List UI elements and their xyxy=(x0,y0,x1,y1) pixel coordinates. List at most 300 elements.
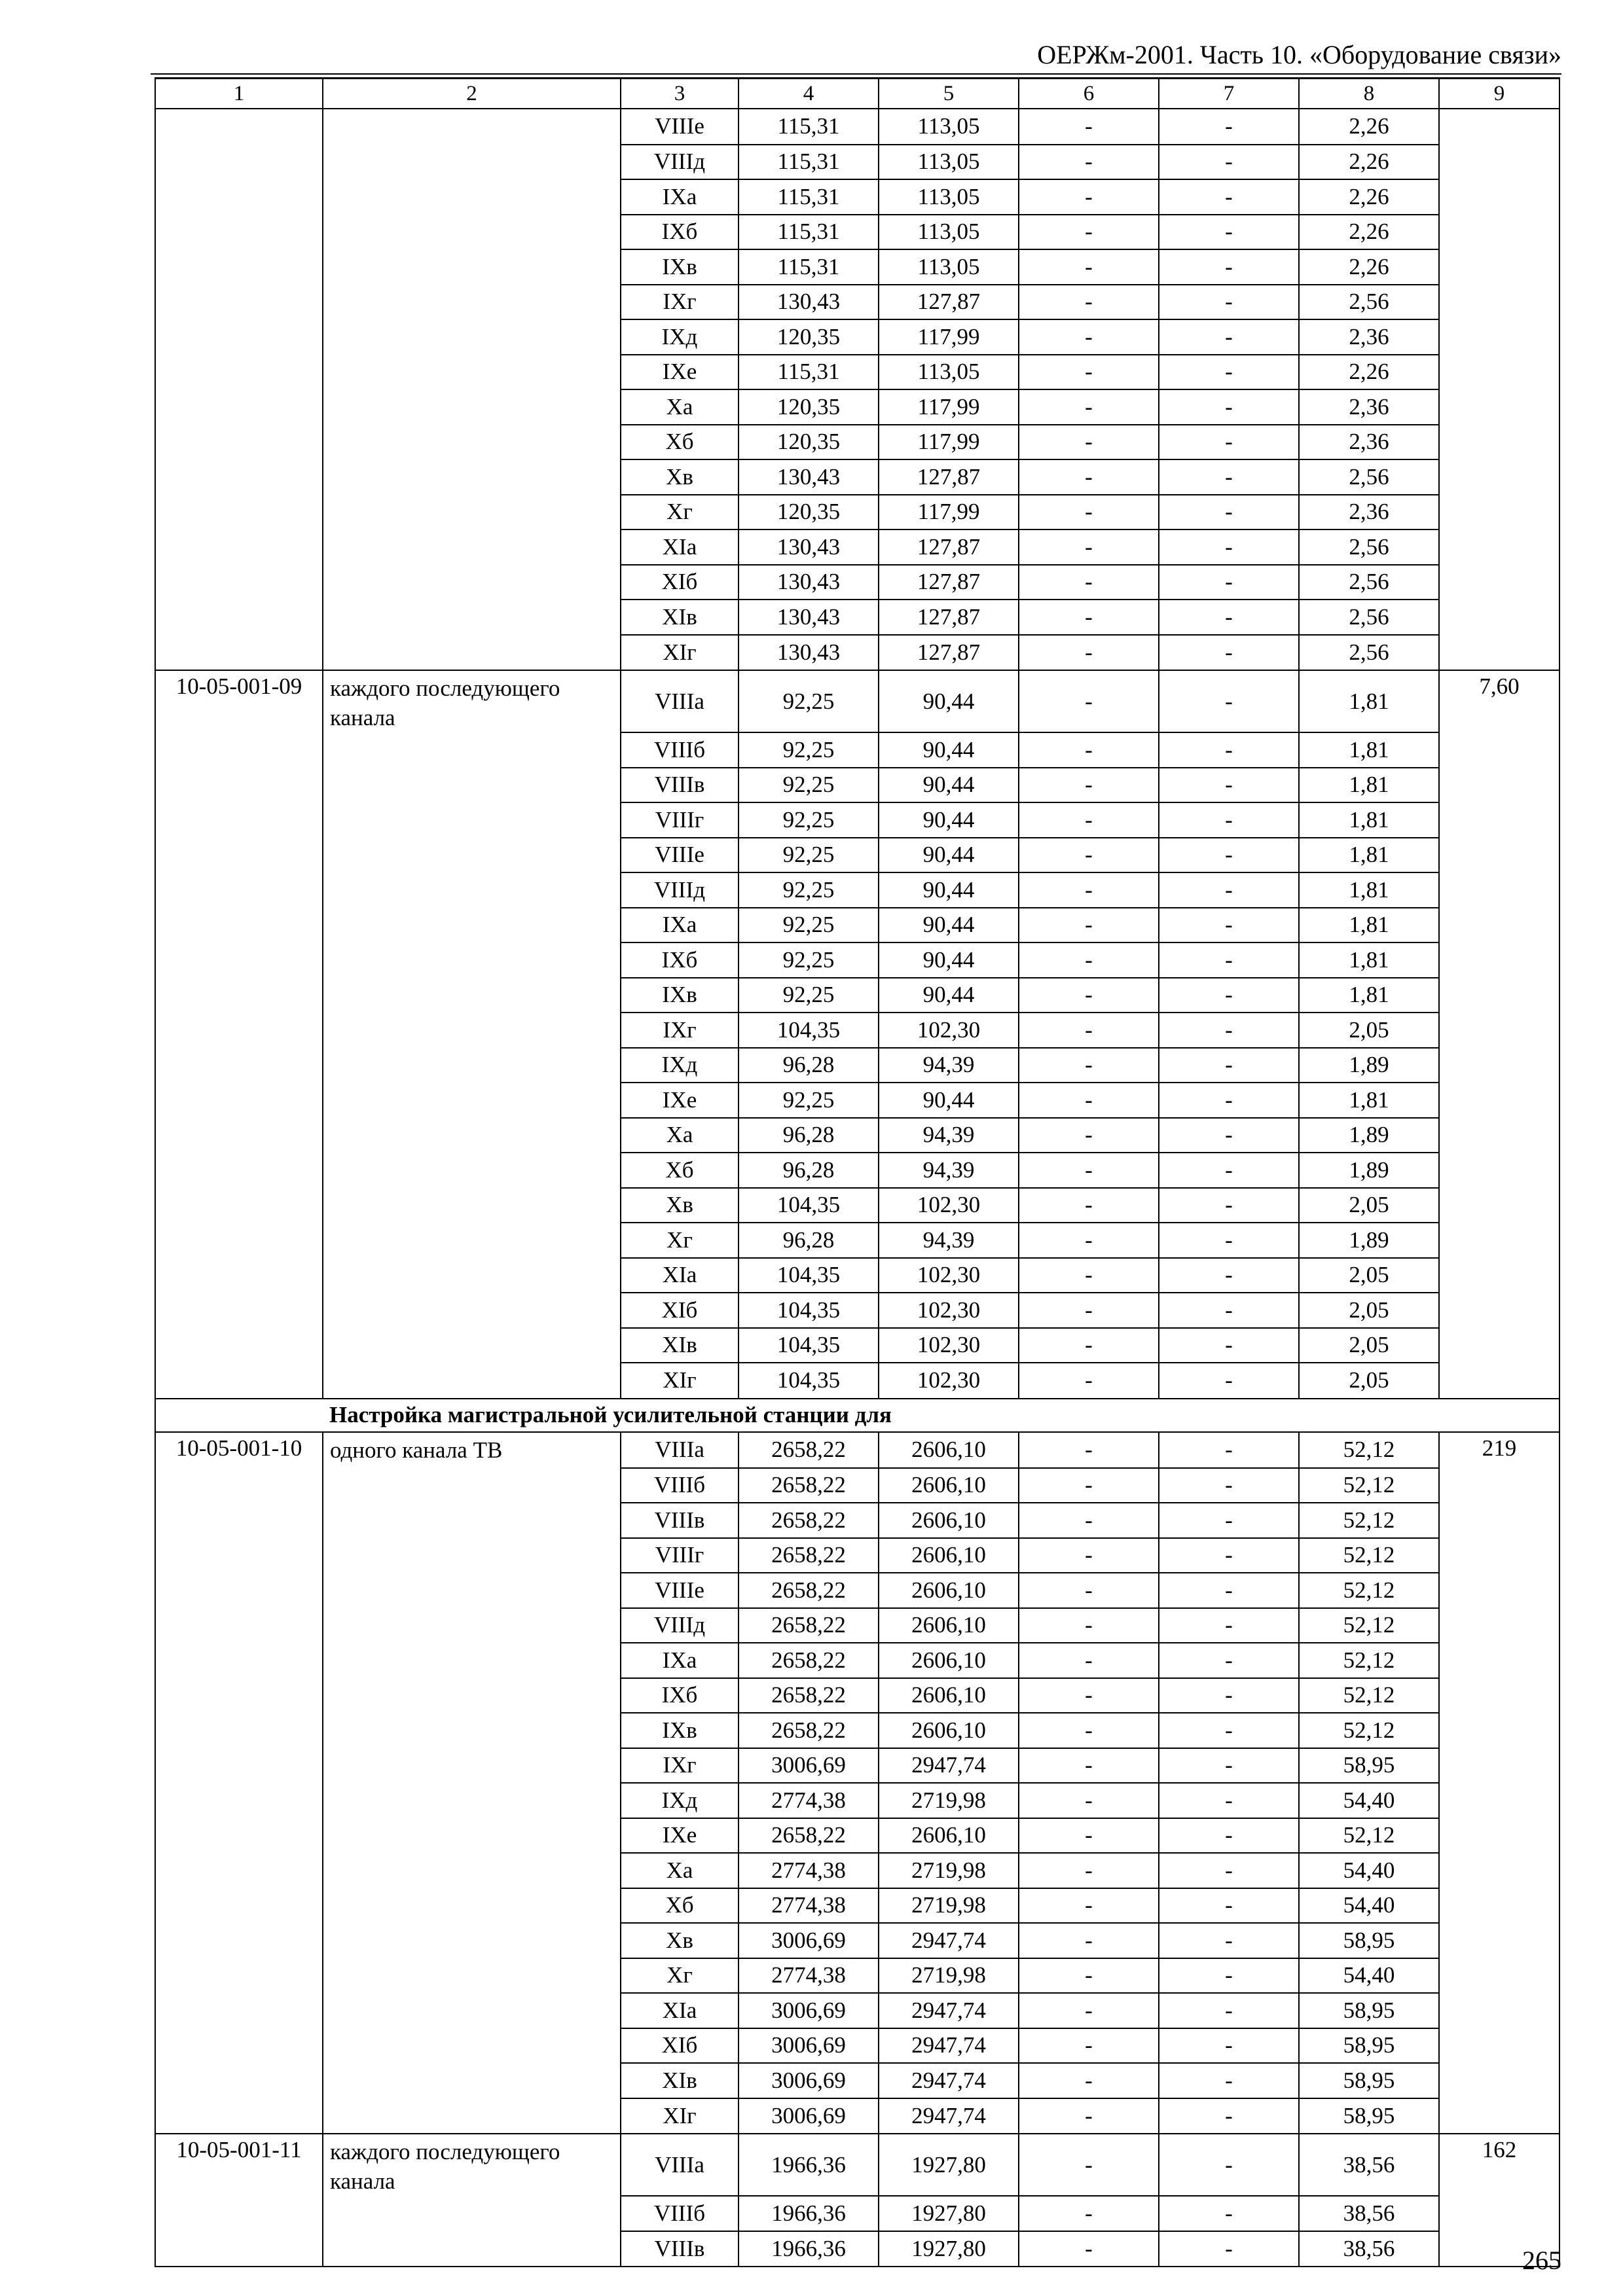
workers-wages-cell: 117,99 xyxy=(879,425,1019,460)
rate-class-cell: Xа xyxy=(621,1853,739,1888)
table-row xyxy=(155,1328,1559,1363)
code-cell xyxy=(155,838,323,873)
code-cell xyxy=(155,1118,323,1153)
materials-cell: 2,05 xyxy=(1299,1363,1439,1399)
name-cell xyxy=(323,2098,621,2134)
machine-costs-cell: - xyxy=(1019,565,1159,600)
col9-cell xyxy=(1439,2028,1559,2064)
workers-wages-cell: 113,05 xyxy=(879,145,1019,180)
name-cell xyxy=(323,1258,621,1293)
rate-class-cell: IXе xyxy=(621,355,739,390)
code-cell xyxy=(155,2196,323,2231)
materials-cell: 58,95 xyxy=(1299,2063,1439,2098)
code-cell xyxy=(155,1853,323,1888)
name-cell xyxy=(323,355,621,390)
direct-costs-cell: 130,43 xyxy=(739,285,879,320)
col9-cell xyxy=(1439,249,1559,285)
col9-cell xyxy=(1439,565,1559,600)
workers-wages-cell: 2719,98 xyxy=(879,1783,1019,1818)
direct-costs-cell: 2658,22 xyxy=(739,1608,879,1643)
workers-wages-cell: 90,44 xyxy=(879,838,1019,873)
table-row xyxy=(155,215,1559,250)
materials-cell: 2,36 xyxy=(1299,495,1439,530)
name-cell xyxy=(323,978,621,1013)
rate-class-cell: VIIIе xyxy=(621,1573,739,1608)
code-cell xyxy=(155,249,323,285)
workers-wages-cell: 2606,10 xyxy=(879,1503,1019,1538)
machinist-wages-cell: - xyxy=(1159,1432,1299,1468)
machinist-wages-cell: - xyxy=(1159,1188,1299,1223)
machine-costs-cell: - xyxy=(1019,1503,1159,1538)
table-row xyxy=(155,670,1559,732)
direct-costs-cell: 1966,36 xyxy=(739,2134,879,2196)
machine-costs-cell: - xyxy=(1019,978,1159,1013)
machinist-wages-cell: - xyxy=(1159,179,1299,215)
direct-costs-cell: 115,31 xyxy=(739,215,879,250)
machine-costs-cell: - xyxy=(1019,249,1159,285)
machinist-wages-cell: - xyxy=(1159,2231,1299,2267)
direct-costs-cell: 96,28 xyxy=(739,1118,879,1153)
rate-class-cell: Xа xyxy=(621,1118,739,1153)
machinist-wages-cell: - xyxy=(1159,1608,1299,1643)
machine-costs-cell: - xyxy=(1019,635,1159,671)
col9-cell xyxy=(1439,1468,1559,1503)
direct-costs-cell: 130,43 xyxy=(739,565,879,600)
code-cell xyxy=(155,1503,323,1538)
name-cell xyxy=(323,425,621,460)
col9-cell xyxy=(1439,355,1559,390)
direct-costs-cell: 2658,22 xyxy=(739,1678,879,1713)
rate-class-cell: Xв xyxy=(621,459,739,495)
name-cell xyxy=(323,2028,621,2064)
materials-cell: 1,81 xyxy=(1299,670,1439,732)
code-cell xyxy=(155,1783,323,1818)
machine-costs-cell: - xyxy=(1019,425,1159,460)
code-cell xyxy=(155,1153,323,1188)
materials-cell: 2,36 xyxy=(1299,389,1439,425)
direct-costs-cell: 92,25 xyxy=(739,1083,879,1118)
code-cell xyxy=(155,1748,323,1784)
rate-class-cell: IXг xyxy=(621,1013,739,1048)
name-cell xyxy=(323,179,621,215)
machine-costs-cell: - xyxy=(1019,1153,1159,1188)
direct-costs-cell: 2658,22 xyxy=(739,1503,879,1538)
materials-cell: 2,05 xyxy=(1299,1188,1439,1223)
column-number: 4 xyxy=(739,79,879,109)
direct-costs-cell: 2658,22 xyxy=(739,1468,879,1503)
table-row xyxy=(155,908,1559,943)
workers-wages-cell: 90,44 xyxy=(879,768,1019,803)
col9-cell xyxy=(1439,529,1559,565)
workers-wages-cell: 117,99 xyxy=(879,319,1019,355)
machine-costs-cell: - xyxy=(1019,732,1159,768)
name-cell xyxy=(323,215,621,250)
materials-cell: 54,40 xyxy=(1299,1888,1439,1924)
rate-class-cell: Xб xyxy=(621,1888,739,1924)
direct-costs-cell: 104,35 xyxy=(739,1363,879,1399)
code-cell xyxy=(155,459,323,495)
direct-costs-cell: 3006,69 xyxy=(739,2063,879,2098)
col9-cell: 219 xyxy=(1439,1432,1559,1468)
col9-cell xyxy=(1439,802,1559,838)
workers-wages-cell: 117,99 xyxy=(879,495,1019,530)
rate-class-cell: Xг xyxy=(621,1958,739,1994)
col9-cell xyxy=(1439,1958,1559,1994)
col9-cell xyxy=(1439,1888,1559,1924)
workers-wages-cell: 2947,74 xyxy=(879,2028,1019,2064)
machinist-wages-cell: - xyxy=(1159,1363,1299,1399)
direct-costs-cell: 2774,38 xyxy=(739,1888,879,1924)
machine-costs-cell: - xyxy=(1019,1538,1159,1573)
rate-class-cell: XIб xyxy=(621,2028,739,2064)
name-cell xyxy=(323,1958,621,1994)
machine-costs-cell: - xyxy=(1019,1713,1159,1748)
rate-class-cell: IXе xyxy=(621,1083,739,1118)
machinist-wages-cell: - xyxy=(1159,1993,1299,2028)
rate-class-cell: VIIIв xyxy=(621,2231,739,2267)
code-cell xyxy=(155,1083,323,1118)
code-cell xyxy=(155,635,323,671)
direct-costs-cell: 3006,69 xyxy=(739,1993,879,2028)
col9-cell xyxy=(1439,1643,1559,1678)
name-cell xyxy=(323,565,621,600)
rates-table xyxy=(155,77,1560,2267)
code-cell xyxy=(155,802,323,838)
name-cell xyxy=(323,1783,621,1818)
machinist-wages-cell: - xyxy=(1159,670,1299,732)
name-cell xyxy=(323,2196,621,2231)
materials-cell: 2,56 xyxy=(1299,565,1439,600)
table-row xyxy=(155,495,1559,530)
workers-wages-cell: 102,30 xyxy=(879,1363,1019,1399)
rate-class-cell: IXб xyxy=(621,942,739,978)
machine-costs-cell: - xyxy=(1019,802,1159,838)
workers-wages-cell: 2606,10 xyxy=(879,1713,1019,1748)
machinist-wages-cell: - xyxy=(1159,2134,1299,2196)
table-row xyxy=(155,1432,1559,1468)
table-row xyxy=(155,389,1559,425)
machine-costs-cell: - xyxy=(1019,215,1159,250)
direct-costs-cell: 3006,69 xyxy=(739,1748,879,1784)
name-cell xyxy=(323,1993,621,2028)
materials-cell: 2,26 xyxy=(1299,355,1439,390)
table-row xyxy=(155,732,1559,768)
machine-costs-cell: - xyxy=(1019,1573,1159,1608)
code-cell: 10-05-001-09 xyxy=(155,670,323,732)
table-row xyxy=(155,1958,1559,1994)
machinist-wages-cell: - xyxy=(1159,1258,1299,1293)
table-row xyxy=(155,319,1559,355)
code-cell xyxy=(155,1468,323,1503)
materials-cell: 52,12 xyxy=(1299,1468,1439,1503)
machine-costs-cell: - xyxy=(1019,389,1159,425)
code-cell xyxy=(155,109,323,145)
machine-costs-cell: - xyxy=(1019,1993,1159,2028)
col9-cell xyxy=(1439,1853,1559,1888)
machine-costs-cell: - xyxy=(1019,1783,1159,1818)
rate-class-cell: IXв xyxy=(621,1713,739,1748)
col9-cell xyxy=(1439,425,1559,460)
col9-cell xyxy=(1439,109,1559,145)
machine-costs-cell: - xyxy=(1019,109,1159,145)
machine-costs-cell: - xyxy=(1019,1258,1159,1293)
machine-costs-cell: - xyxy=(1019,670,1159,732)
code-cell xyxy=(155,1328,323,1363)
direct-costs-cell: 130,43 xyxy=(739,600,879,635)
machinist-wages-cell: - xyxy=(1159,1958,1299,1994)
table-row xyxy=(155,2196,1559,2231)
code-cell xyxy=(155,1048,323,1083)
rate-class-cell: VIIIг xyxy=(621,802,739,838)
code-cell xyxy=(155,1538,323,1573)
machine-costs-cell: - xyxy=(1019,2231,1159,2267)
section-heading: Настройка магистральной усилительной станции для xyxy=(323,1399,1559,1433)
machinist-wages-cell: - xyxy=(1159,1468,1299,1503)
materials-cell: 58,95 xyxy=(1299,2098,1439,2134)
rate-class-cell: Xб xyxy=(621,1153,739,1188)
table-row xyxy=(155,355,1559,390)
machine-costs-cell: - xyxy=(1019,1118,1159,1153)
col9-cell xyxy=(1439,1748,1559,1784)
direct-costs-cell: 104,35 xyxy=(739,1188,879,1223)
machinist-wages-cell: - xyxy=(1159,2063,1299,2098)
machine-costs-cell: - xyxy=(1019,1818,1159,1854)
header-rule xyxy=(151,73,1561,75)
direct-costs-cell: 92,25 xyxy=(739,838,879,873)
code-cell xyxy=(155,2098,323,2134)
direct-costs-cell: 130,43 xyxy=(739,635,879,671)
rate-class-cell: VIIIд xyxy=(621,872,739,908)
workers-wages-cell: 90,44 xyxy=(879,670,1019,732)
rate-class-cell: VIIIа xyxy=(621,1432,739,1468)
name-cell xyxy=(323,1923,621,1958)
name-cell xyxy=(323,635,621,671)
direct-costs-cell: 96,28 xyxy=(739,1223,879,1258)
col9-cell xyxy=(1439,600,1559,635)
materials-cell: 1,89 xyxy=(1299,1153,1439,1188)
col9-cell xyxy=(1439,1678,1559,1713)
name-cell xyxy=(323,1503,621,1538)
table-row xyxy=(155,1083,1559,1118)
name-cell xyxy=(323,908,621,943)
table-row xyxy=(155,249,1559,285)
name-cell xyxy=(323,459,621,495)
table-row xyxy=(155,1993,1559,2028)
code-cell xyxy=(155,145,323,180)
materials-cell: 2,36 xyxy=(1299,319,1439,355)
machinist-wages-cell: - xyxy=(1159,635,1299,671)
table-row xyxy=(155,1888,1559,1924)
rate-class-cell: VIIIв xyxy=(621,768,739,803)
name-cell xyxy=(323,319,621,355)
materials-cell: 1,89 xyxy=(1299,1118,1439,1153)
workers-wages-cell: 90,44 xyxy=(879,942,1019,978)
machinist-wages-cell: - xyxy=(1159,109,1299,145)
machinist-wages-cell: - xyxy=(1159,1818,1299,1854)
code-cell xyxy=(155,1888,323,1924)
running-header: ОЕРЖм-2001. Часть 10. «Оборудование связи» xyxy=(1037,40,1561,69)
direct-costs-cell: 104,35 xyxy=(739,1293,879,1328)
materials-cell: 54,40 xyxy=(1299,1958,1439,1994)
col9-cell xyxy=(1439,1993,1559,2028)
table-row xyxy=(155,285,1559,320)
col9-cell xyxy=(1439,635,1559,671)
rate-class-cell: XIг xyxy=(621,635,739,671)
rate-class-cell: VIIIв xyxy=(621,1503,739,1538)
machine-costs-cell: - xyxy=(1019,2028,1159,2064)
materials-cell: 2,26 xyxy=(1299,215,1439,250)
machine-costs-cell: - xyxy=(1019,768,1159,803)
workers-wages-cell: 90,44 xyxy=(879,732,1019,768)
machinist-wages-cell: - xyxy=(1159,389,1299,425)
direct-costs-cell: 115,31 xyxy=(739,179,879,215)
table-row xyxy=(155,1923,1559,1958)
machinist-wages-cell: - xyxy=(1159,872,1299,908)
code-cell xyxy=(155,425,323,460)
rate-class-cell: IXб xyxy=(621,215,739,250)
direct-costs-cell: 2774,38 xyxy=(739,1853,879,1888)
rate-class-cell: IXа xyxy=(621,908,739,943)
machinist-wages-cell: - xyxy=(1159,355,1299,390)
code-cell xyxy=(155,179,323,215)
code-cell xyxy=(155,2231,323,2267)
code-cell xyxy=(155,565,323,600)
code-cell xyxy=(155,908,323,943)
machinist-wages-cell: - xyxy=(1159,942,1299,978)
rate-class-cell: Xа xyxy=(621,389,739,425)
workers-wages-cell: 94,39 xyxy=(879,1048,1019,1083)
materials-cell: 38,56 xyxy=(1299,2134,1439,2196)
machinist-wages-cell: - xyxy=(1159,908,1299,943)
table-row xyxy=(155,1678,1559,1713)
direct-costs-cell: 3006,69 xyxy=(739,2028,879,2064)
column-number-row xyxy=(155,79,1559,109)
rate-class-cell: Xг xyxy=(621,495,739,530)
workers-wages-cell: 1927,80 xyxy=(879,2231,1019,2267)
table-row xyxy=(155,1538,1559,1573)
machinist-wages-cell: - xyxy=(1159,1223,1299,1258)
machinist-wages-cell: - xyxy=(1159,1118,1299,1153)
col9-cell xyxy=(1439,459,1559,495)
machinist-wages-cell: - xyxy=(1159,145,1299,180)
machine-costs-cell: - xyxy=(1019,1188,1159,1223)
machinist-wages-cell: - xyxy=(1159,1538,1299,1573)
name-cell xyxy=(323,1678,621,1713)
col9-cell: 7,60 xyxy=(1439,670,1559,732)
col9-cell: 162 xyxy=(1439,2134,1559,2196)
code-cell xyxy=(155,1923,323,1958)
col9-cell xyxy=(1439,1783,1559,1818)
workers-wages-cell: 94,39 xyxy=(879,1223,1019,1258)
machine-costs-cell: - xyxy=(1019,838,1159,873)
code-cell xyxy=(155,732,323,768)
direct-costs-cell: 96,28 xyxy=(739,1048,879,1083)
col9-cell xyxy=(1439,389,1559,425)
table-row xyxy=(155,1573,1559,1608)
machinist-wages-cell: - xyxy=(1159,1888,1299,1924)
rate-class-cell: XIб xyxy=(621,1293,739,1328)
table-row xyxy=(155,942,1559,978)
direct-costs-cell: 92,25 xyxy=(739,670,879,732)
workers-wages-cell: 2606,10 xyxy=(879,1678,1019,1713)
code-cell xyxy=(155,978,323,1013)
rate-class-cell: VIIIг xyxy=(621,1538,739,1573)
machine-costs-cell: - xyxy=(1019,1643,1159,1678)
direct-costs-cell: 2774,38 xyxy=(739,1958,879,1994)
direct-costs-cell: 92,25 xyxy=(739,978,879,1013)
column-number: 8 xyxy=(1299,79,1439,109)
machine-costs-cell: - xyxy=(1019,1083,1159,1118)
materials-cell: 52,12 xyxy=(1299,1643,1439,1678)
materials-cell: 58,95 xyxy=(1299,1923,1439,1958)
workers-wages-cell: 2719,98 xyxy=(879,1853,1019,1888)
table-row xyxy=(155,768,1559,803)
table-row xyxy=(155,1748,1559,1784)
materials-cell: 52,12 xyxy=(1299,1573,1439,1608)
workers-wages-cell: 127,87 xyxy=(879,565,1019,600)
name-cell xyxy=(323,1468,621,1503)
column-number: 2 xyxy=(323,79,621,109)
code-cell xyxy=(155,529,323,565)
code-cell xyxy=(155,1818,323,1854)
direct-costs-cell: 120,35 xyxy=(739,425,879,460)
workers-wages-cell: 2606,10 xyxy=(879,1573,1019,1608)
col9-cell xyxy=(1439,872,1559,908)
materials-cell: 1,89 xyxy=(1299,1048,1439,1083)
col9-cell xyxy=(1439,1818,1559,1854)
name-cell xyxy=(323,1853,621,1888)
rate-class-cell: VIIIе xyxy=(621,109,739,145)
machinist-wages-cell: - xyxy=(1159,768,1299,803)
direct-costs-cell: 130,43 xyxy=(739,529,879,565)
code-cell xyxy=(155,389,323,425)
machine-costs-cell: - xyxy=(1019,529,1159,565)
table-row xyxy=(155,1468,1559,1503)
machine-costs-cell: - xyxy=(1019,2134,1159,2196)
direct-costs-cell: 2658,22 xyxy=(739,1713,879,1748)
column-number: 3 xyxy=(621,79,739,109)
rate-class-cell: VIIIб xyxy=(621,2196,739,2231)
code-cell xyxy=(155,2028,323,2064)
direct-costs-cell: 3006,69 xyxy=(739,2098,879,2134)
workers-wages-cell: 102,30 xyxy=(879,1328,1019,1363)
workers-wages-cell: 1927,80 xyxy=(879,2196,1019,2231)
table-row xyxy=(155,425,1559,460)
workers-wages-cell: 2719,98 xyxy=(879,1888,1019,1924)
rate-class-cell: XIб xyxy=(621,565,739,600)
name-cell xyxy=(323,1748,621,1784)
materials-cell: 2,26 xyxy=(1299,109,1439,145)
table-row xyxy=(155,1608,1559,1643)
name-cell xyxy=(323,1573,621,1608)
code-cell xyxy=(155,1258,323,1293)
table-row xyxy=(155,2098,1559,2134)
materials-cell: 2,36 xyxy=(1299,425,1439,460)
name-cell xyxy=(323,1013,621,1048)
materials-cell: 2,56 xyxy=(1299,459,1439,495)
rate-class-cell: IXд xyxy=(621,1048,739,1083)
code-cell xyxy=(155,495,323,530)
direct-costs-cell: 92,25 xyxy=(739,872,879,908)
code-cell xyxy=(155,1573,323,1608)
table-row xyxy=(155,1118,1559,1153)
name-cell: каждого последующего канала xyxy=(323,2134,621,2196)
direct-costs-cell: 104,35 xyxy=(739,1013,879,1048)
code-cell xyxy=(155,319,323,355)
code-cell xyxy=(155,942,323,978)
workers-wages-cell: 94,39 xyxy=(879,1153,1019,1188)
name-cell xyxy=(323,802,621,838)
